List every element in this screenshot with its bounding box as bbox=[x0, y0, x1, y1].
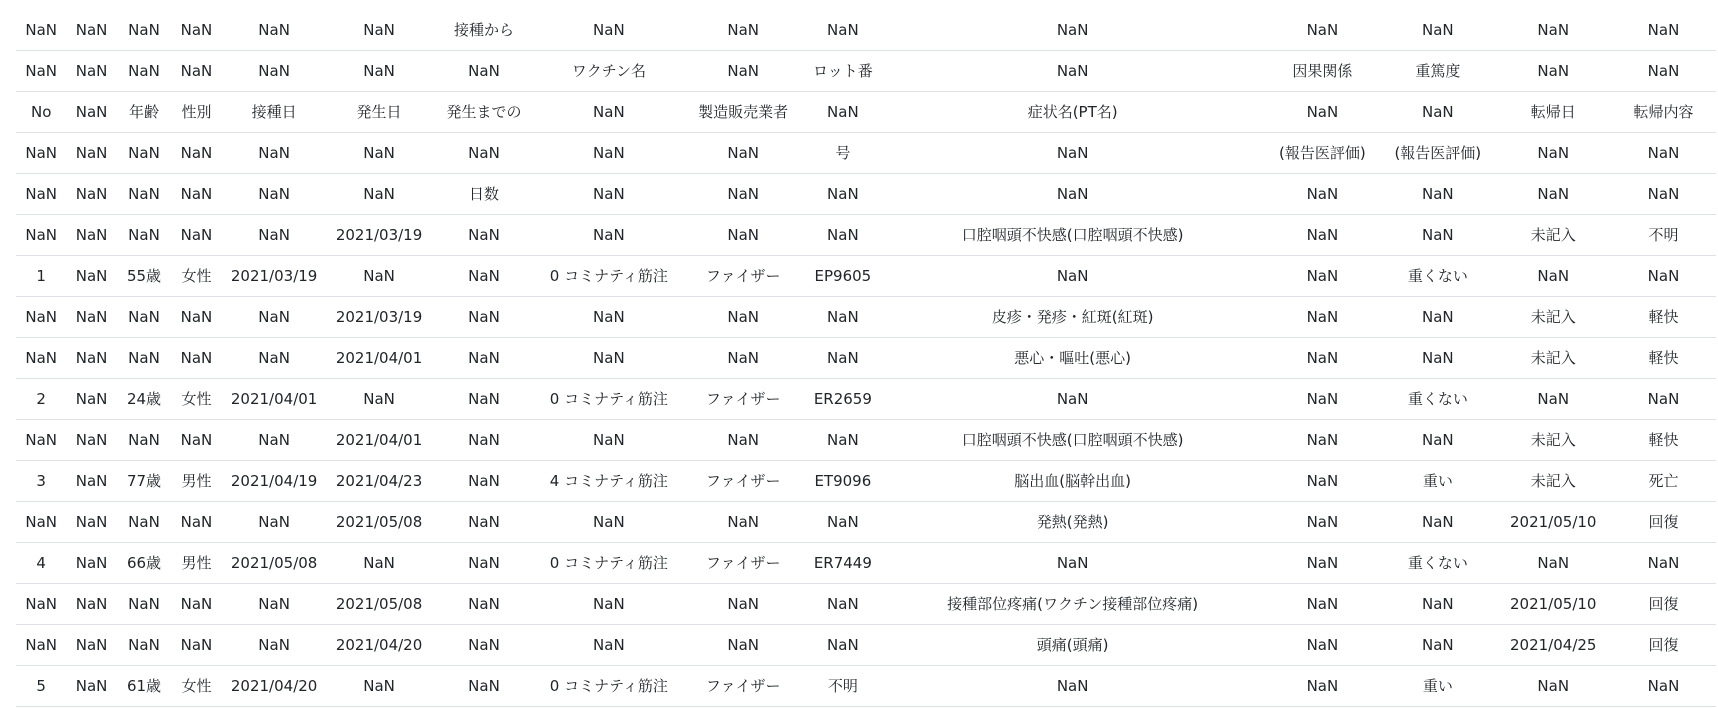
table-cell: NaN bbox=[171, 297, 221, 338]
data-table-container bbox=[16, 10, 1716, 707]
table-cell: NaN bbox=[171, 584, 221, 625]
table-cell: 脳出血(脳幹出血) bbox=[881, 461, 1265, 502]
table-cell: NaN bbox=[66, 133, 116, 174]
table-cell: 2021/04/20 bbox=[327, 625, 432, 666]
table-cell: NaN bbox=[16, 133, 66, 174]
table-body bbox=[16, 10, 1716, 707]
table-cell: 発生までの bbox=[432, 92, 537, 133]
table-cell: 重い bbox=[1380, 666, 1495, 707]
table-cell: NaN bbox=[66, 256, 116, 297]
table-cell: NaN bbox=[1611, 256, 1716, 297]
table-cell: ファイザー bbox=[681, 379, 805, 420]
table-cell: NaN bbox=[881, 133, 1265, 174]
table-cell: 軽快 bbox=[1611, 297, 1716, 338]
table-cell: NaN bbox=[432, 461, 537, 502]
table-row bbox=[16, 379, 1716, 420]
table-cell: 2 bbox=[16, 379, 66, 420]
table-cell: 発生日 bbox=[327, 92, 432, 133]
table-cell: NaN bbox=[536, 174, 681, 215]
table-cell: NaN bbox=[117, 338, 172, 379]
table-cell: 女性 bbox=[171, 379, 221, 420]
table-cell: NaN bbox=[117, 174, 172, 215]
table-cell: NaN bbox=[66, 215, 116, 256]
table-cell: NaN bbox=[681, 51, 805, 92]
table-cell: NaN bbox=[1380, 174, 1495, 215]
table-cell: NaN bbox=[805, 174, 881, 215]
table-cell: NaN bbox=[1380, 502, 1495, 543]
table-cell: NaN bbox=[432, 256, 537, 297]
table-cell: NaN bbox=[16, 502, 66, 543]
table-cell: NaN bbox=[432, 133, 537, 174]
table-cell: NaN bbox=[66, 666, 116, 707]
table-cell: 症状名(PT名) bbox=[881, 92, 1265, 133]
table-cell: 55歳 bbox=[117, 256, 172, 297]
table-cell: 2021/03/19 bbox=[327, 297, 432, 338]
table-cell: NaN bbox=[327, 379, 432, 420]
table-cell: NaN bbox=[171, 625, 221, 666]
table-cell: NaN bbox=[16, 297, 66, 338]
table-cell: 66歳 bbox=[117, 543, 172, 584]
table-cell: 2021/05/08 bbox=[327, 502, 432, 543]
table-cell: NaN bbox=[681, 625, 805, 666]
table-cell: 24歳 bbox=[117, 379, 172, 420]
table-cell: NaN bbox=[432, 502, 537, 543]
table-cell: NaN bbox=[117, 584, 172, 625]
table-cell: NaN bbox=[881, 543, 1265, 584]
table-row bbox=[16, 543, 1716, 584]
table-cell: 不明 bbox=[1611, 215, 1716, 256]
adverse-event-table bbox=[16, 10, 1716, 707]
table-cell: 口腔咽頭不快感(口腔咽頭不快感) bbox=[881, 215, 1265, 256]
table-cell: NaN bbox=[117, 502, 172, 543]
table-cell: NaN bbox=[222, 502, 327, 543]
table-row bbox=[16, 666, 1716, 707]
table-cell: 2021/04/01 bbox=[222, 379, 327, 420]
table-cell: 2021/05/10 bbox=[1496, 502, 1611, 543]
table-cell: ロット番 bbox=[805, 51, 881, 92]
table-cell: NaN bbox=[432, 215, 537, 256]
table-cell: NaN bbox=[66, 51, 116, 92]
table-cell: 製造販売業者 bbox=[681, 92, 805, 133]
table-cell: 0 コミナティ筋注 bbox=[536, 379, 681, 420]
table-cell: NaN bbox=[222, 133, 327, 174]
table-cell: (報告医評価) bbox=[1380, 133, 1495, 174]
table-cell: NaN bbox=[1380, 10, 1495, 51]
table-row bbox=[16, 92, 1716, 133]
table-cell: NaN bbox=[1265, 297, 1380, 338]
table-cell: NaN bbox=[66, 174, 116, 215]
table-cell: 接種日 bbox=[222, 92, 327, 133]
table-cell: NaN bbox=[805, 297, 881, 338]
table-cell: NaN bbox=[66, 10, 116, 51]
table-cell: NaN bbox=[1611, 379, 1716, 420]
table-cell: NaN bbox=[171, 10, 221, 51]
table-row bbox=[16, 256, 1716, 297]
table-cell: 未記入 bbox=[1496, 461, 1611, 502]
table-cell: NaN bbox=[1265, 502, 1380, 543]
table-cell: NaN bbox=[16, 420, 66, 461]
table-cell: NaN bbox=[681, 338, 805, 379]
table-cell: NaN bbox=[1496, 51, 1611, 92]
table-cell: 未記入 bbox=[1496, 297, 1611, 338]
table-cell: 軽快 bbox=[1611, 420, 1716, 461]
table-cell: NaN bbox=[432, 338, 537, 379]
table-cell: 2021/05/10 bbox=[1496, 584, 1611, 625]
table-cell: 号 bbox=[805, 133, 881, 174]
table-cell: NaN bbox=[881, 10, 1265, 51]
table-cell: NaN bbox=[1611, 666, 1716, 707]
table-cell: NaN bbox=[1265, 666, 1380, 707]
table-cell: 2021/05/08 bbox=[222, 543, 327, 584]
table-row bbox=[16, 461, 1716, 502]
table-cell: 軽快 bbox=[1611, 338, 1716, 379]
table-cell: ER2659 bbox=[805, 379, 881, 420]
table-cell: 重い bbox=[1380, 461, 1495, 502]
table-cell: NaN bbox=[681, 133, 805, 174]
table-cell: NaN bbox=[117, 10, 172, 51]
table-cell: NaN bbox=[432, 543, 537, 584]
table-cell: NaN bbox=[536, 10, 681, 51]
table-cell: NaN bbox=[1265, 10, 1380, 51]
table-row bbox=[16, 133, 1716, 174]
table-cell: NaN bbox=[1265, 338, 1380, 379]
table-cell: NaN bbox=[222, 297, 327, 338]
table-cell: 年齢 bbox=[117, 92, 172, 133]
table-cell: NaN bbox=[222, 215, 327, 256]
table-cell: 0 コミナティ筋注 bbox=[536, 256, 681, 297]
table-cell: 口腔咽頭不快感(口腔咽頭不快感) bbox=[881, 420, 1265, 461]
table-cell: NaN bbox=[432, 379, 537, 420]
table-cell: 女性 bbox=[171, 256, 221, 297]
table-cell: NaN bbox=[881, 379, 1265, 420]
table-row bbox=[16, 297, 1716, 338]
table-cell: NaN bbox=[171, 502, 221, 543]
table-cell: NaN bbox=[432, 625, 537, 666]
table-cell: NaN bbox=[171, 420, 221, 461]
table-cell: NaN bbox=[117, 215, 172, 256]
table-cell: NaN bbox=[222, 51, 327, 92]
table-cell: ET9096 bbox=[805, 461, 881, 502]
table-cell: NaN bbox=[1265, 625, 1380, 666]
table-cell: NaN bbox=[1611, 10, 1716, 51]
table-cell: NaN bbox=[1611, 133, 1716, 174]
table-cell: NaN bbox=[66, 379, 116, 420]
table-cell: 悪心・嘔吐(悪心) bbox=[881, 338, 1265, 379]
table-cell: NaN bbox=[1611, 543, 1716, 584]
table-cell: 4 コミナティ筋注 bbox=[536, 461, 681, 502]
table-cell: NaN bbox=[881, 51, 1265, 92]
table-cell: 2021/04/20 bbox=[222, 666, 327, 707]
table-cell: NaN bbox=[1496, 379, 1611, 420]
table-row bbox=[16, 174, 1716, 215]
table-cell: NaN bbox=[327, 174, 432, 215]
table-cell: 2021/04/23 bbox=[327, 461, 432, 502]
table-cell: 死亡 bbox=[1611, 461, 1716, 502]
table-cell: NaN bbox=[117, 133, 172, 174]
table-cell: NaN bbox=[1265, 92, 1380, 133]
table-cell: 4 bbox=[16, 543, 66, 584]
table-cell: NaN bbox=[16, 625, 66, 666]
table-cell: 重くない bbox=[1380, 379, 1495, 420]
table-cell: NaN bbox=[66, 297, 116, 338]
table-cell: NaN bbox=[1496, 543, 1611, 584]
table-cell: 2021/03/19 bbox=[327, 215, 432, 256]
table-cell: NaN bbox=[16, 174, 66, 215]
table-cell: NaN bbox=[327, 10, 432, 51]
table-cell: NaN bbox=[881, 256, 1265, 297]
table-cell: NaN bbox=[536, 502, 681, 543]
table-cell: ファイザー bbox=[681, 666, 805, 707]
table-cell: NaN bbox=[1611, 174, 1716, 215]
table-cell: NaN bbox=[171, 338, 221, 379]
table-cell: 未記入 bbox=[1496, 420, 1611, 461]
table-cell: NaN bbox=[16, 215, 66, 256]
table-cell: NaN bbox=[66, 625, 116, 666]
table-cell: NaN bbox=[117, 420, 172, 461]
table-cell: NaN bbox=[222, 625, 327, 666]
table-cell: 3 bbox=[16, 461, 66, 502]
table-cell: NaN bbox=[16, 10, 66, 51]
table-cell: NaN bbox=[805, 420, 881, 461]
table-cell: NaN bbox=[805, 92, 881, 133]
table-cell: NaN bbox=[66, 461, 116, 502]
table-cell: NaN bbox=[1380, 92, 1495, 133]
table-cell: NaN bbox=[66, 543, 116, 584]
table-cell: NaN bbox=[222, 584, 327, 625]
table-cell: NaN bbox=[222, 338, 327, 379]
table-cell: 発熱(発熱) bbox=[881, 502, 1265, 543]
table-cell: NaN bbox=[681, 215, 805, 256]
table-cell: ワクチン名 bbox=[536, 51, 681, 92]
table-cell: ファイザー bbox=[681, 543, 805, 584]
table-cell: NaN bbox=[171, 174, 221, 215]
table-cell: NaN bbox=[881, 666, 1265, 707]
table-cell: NaN bbox=[536, 297, 681, 338]
table-cell: 皮疹・発疹・紅斑(紅斑) bbox=[881, 297, 1265, 338]
table-cell: NaN bbox=[805, 625, 881, 666]
table-cell: NaN bbox=[16, 584, 66, 625]
table-cell: NaN bbox=[1265, 379, 1380, 420]
table-cell: ER7449 bbox=[805, 543, 881, 584]
table-cell: NaN bbox=[117, 625, 172, 666]
table-row bbox=[16, 51, 1716, 92]
table-cell: NaN bbox=[805, 10, 881, 51]
table-row bbox=[16, 338, 1716, 379]
table-cell: NaN bbox=[1265, 543, 1380, 584]
table-cell: 転帰日 bbox=[1496, 92, 1611, 133]
table-cell: NaN bbox=[1380, 420, 1495, 461]
table-cell: NaN bbox=[805, 502, 881, 543]
table-cell: 61歳 bbox=[117, 666, 172, 707]
table-cell: NaN bbox=[1380, 625, 1495, 666]
table-cell: 5 bbox=[16, 666, 66, 707]
table-cell: NaN bbox=[222, 420, 327, 461]
table-cell: 回復 bbox=[1611, 625, 1716, 666]
table-cell: 0 コミナティ筋注 bbox=[536, 666, 681, 707]
table-cell: NaN bbox=[681, 10, 805, 51]
table-cell: 女性 bbox=[171, 666, 221, 707]
table-cell: NaN bbox=[1611, 51, 1716, 92]
table-cell: NaN bbox=[66, 584, 116, 625]
table-cell: NaN bbox=[1380, 215, 1495, 256]
table-cell: NaN bbox=[432, 666, 537, 707]
table-cell: 回復 bbox=[1611, 584, 1716, 625]
table-cell: NaN bbox=[536, 338, 681, 379]
table-cell: NaN bbox=[1496, 256, 1611, 297]
table-cell: NaN bbox=[1496, 174, 1611, 215]
table-cell: NaN bbox=[805, 338, 881, 379]
table-cell: NaN bbox=[16, 338, 66, 379]
table-cell: NaN bbox=[536, 584, 681, 625]
table-cell: 2021/04/25 bbox=[1496, 625, 1611, 666]
table-cell: 日数 bbox=[432, 174, 537, 215]
table-cell: NaN bbox=[66, 338, 116, 379]
table-cell: NaN bbox=[171, 215, 221, 256]
table-cell: ファイザー bbox=[681, 461, 805, 502]
table-cell: NaN bbox=[171, 51, 221, 92]
table-cell: 不明 bbox=[805, 666, 881, 707]
table-row bbox=[16, 215, 1716, 256]
table-cell: NaN bbox=[117, 297, 172, 338]
table-cell: NaN bbox=[536, 625, 681, 666]
table-cell: NaN bbox=[681, 420, 805, 461]
table-cell: 0 コミナティ筋注 bbox=[536, 543, 681, 584]
table-cell: 重くない bbox=[1380, 543, 1495, 584]
table-cell: NaN bbox=[432, 297, 537, 338]
table-row bbox=[16, 420, 1716, 461]
table-cell: 頭痛(頭痛) bbox=[881, 625, 1265, 666]
table-cell: NaN bbox=[1265, 420, 1380, 461]
table-cell: NaN bbox=[536, 92, 681, 133]
table-cell: 重篤度 bbox=[1380, 51, 1495, 92]
table-cell: NaN bbox=[881, 174, 1265, 215]
table-cell: NaN bbox=[66, 92, 116, 133]
table-row bbox=[16, 584, 1716, 625]
table-cell: NaN bbox=[432, 584, 537, 625]
table-cell: NaN bbox=[536, 420, 681, 461]
table-cell: NaN bbox=[1265, 256, 1380, 297]
table-cell: NaN bbox=[1265, 584, 1380, 625]
table-cell: 1 bbox=[16, 256, 66, 297]
table-cell: NaN bbox=[327, 133, 432, 174]
table-cell: 2021/04/01 bbox=[327, 420, 432, 461]
table-cell: NaN bbox=[222, 10, 327, 51]
table-cell: NaN bbox=[1496, 133, 1611, 174]
table-cell: 接種部位疼痛(ワクチン接種部位疼痛) bbox=[881, 584, 1265, 625]
table-cell: NaN bbox=[66, 420, 116, 461]
table-cell: NaN bbox=[117, 51, 172, 92]
table-cell: NaN bbox=[432, 51, 537, 92]
table-cell: NaN bbox=[327, 51, 432, 92]
table-cell: NaN bbox=[1265, 215, 1380, 256]
table-cell: NaN bbox=[681, 297, 805, 338]
table-cell: NaN bbox=[1265, 461, 1380, 502]
table-cell: NaN bbox=[222, 174, 327, 215]
table-cell: No bbox=[16, 92, 66, 133]
table-cell: NaN bbox=[1265, 174, 1380, 215]
table-cell: NaN bbox=[536, 215, 681, 256]
table-cell: NaN bbox=[1496, 666, 1611, 707]
table-cell: NaN bbox=[327, 543, 432, 584]
table-cell: 重くない bbox=[1380, 256, 1495, 297]
table-cell: NaN bbox=[327, 256, 432, 297]
table-cell: 2021/03/19 bbox=[222, 256, 327, 297]
table-cell: 未記入 bbox=[1496, 215, 1611, 256]
table-cell: NaN bbox=[1380, 338, 1495, 379]
table-cell: 2021/04/01 bbox=[327, 338, 432, 379]
table-cell: NaN bbox=[681, 502, 805, 543]
table-cell: NaN bbox=[681, 174, 805, 215]
table-cell: 接種から bbox=[432, 10, 537, 51]
table-cell: NaN bbox=[171, 133, 221, 174]
table-cell: NaN bbox=[536, 133, 681, 174]
table-cell: 2021/05/08 bbox=[327, 584, 432, 625]
table-cell: NaN bbox=[681, 584, 805, 625]
table-cell: 因果関係 bbox=[1265, 51, 1380, 92]
table-row bbox=[16, 502, 1716, 543]
table-cell: NaN bbox=[1380, 584, 1495, 625]
table-row bbox=[16, 625, 1716, 666]
table-cell: NaN bbox=[1380, 297, 1495, 338]
table-cell: 回復 bbox=[1611, 502, 1716, 543]
table-cell: NaN bbox=[805, 215, 881, 256]
table-row bbox=[16, 10, 1716, 51]
table-cell: 未記入 bbox=[1496, 338, 1611, 379]
table-cell: NaN bbox=[1496, 10, 1611, 51]
table-cell: 男性 bbox=[171, 543, 221, 584]
table-cell: ファイザー bbox=[681, 256, 805, 297]
table-cell: NaN bbox=[805, 584, 881, 625]
table-cell: 男性 bbox=[171, 461, 221, 502]
table-cell: NaN bbox=[327, 666, 432, 707]
table-cell: EP9605 bbox=[805, 256, 881, 297]
table-cell: 転帰内容 bbox=[1611, 92, 1716, 133]
table-cell: (報告医評価) bbox=[1265, 133, 1380, 174]
table-cell: NaN bbox=[16, 51, 66, 92]
table-cell: 2021/04/19 bbox=[222, 461, 327, 502]
table-cell: 性別 bbox=[171, 92, 221, 133]
table-cell: NaN bbox=[432, 420, 537, 461]
table-cell: 77歳 bbox=[117, 461, 172, 502]
table-cell: NaN bbox=[66, 502, 116, 543]
